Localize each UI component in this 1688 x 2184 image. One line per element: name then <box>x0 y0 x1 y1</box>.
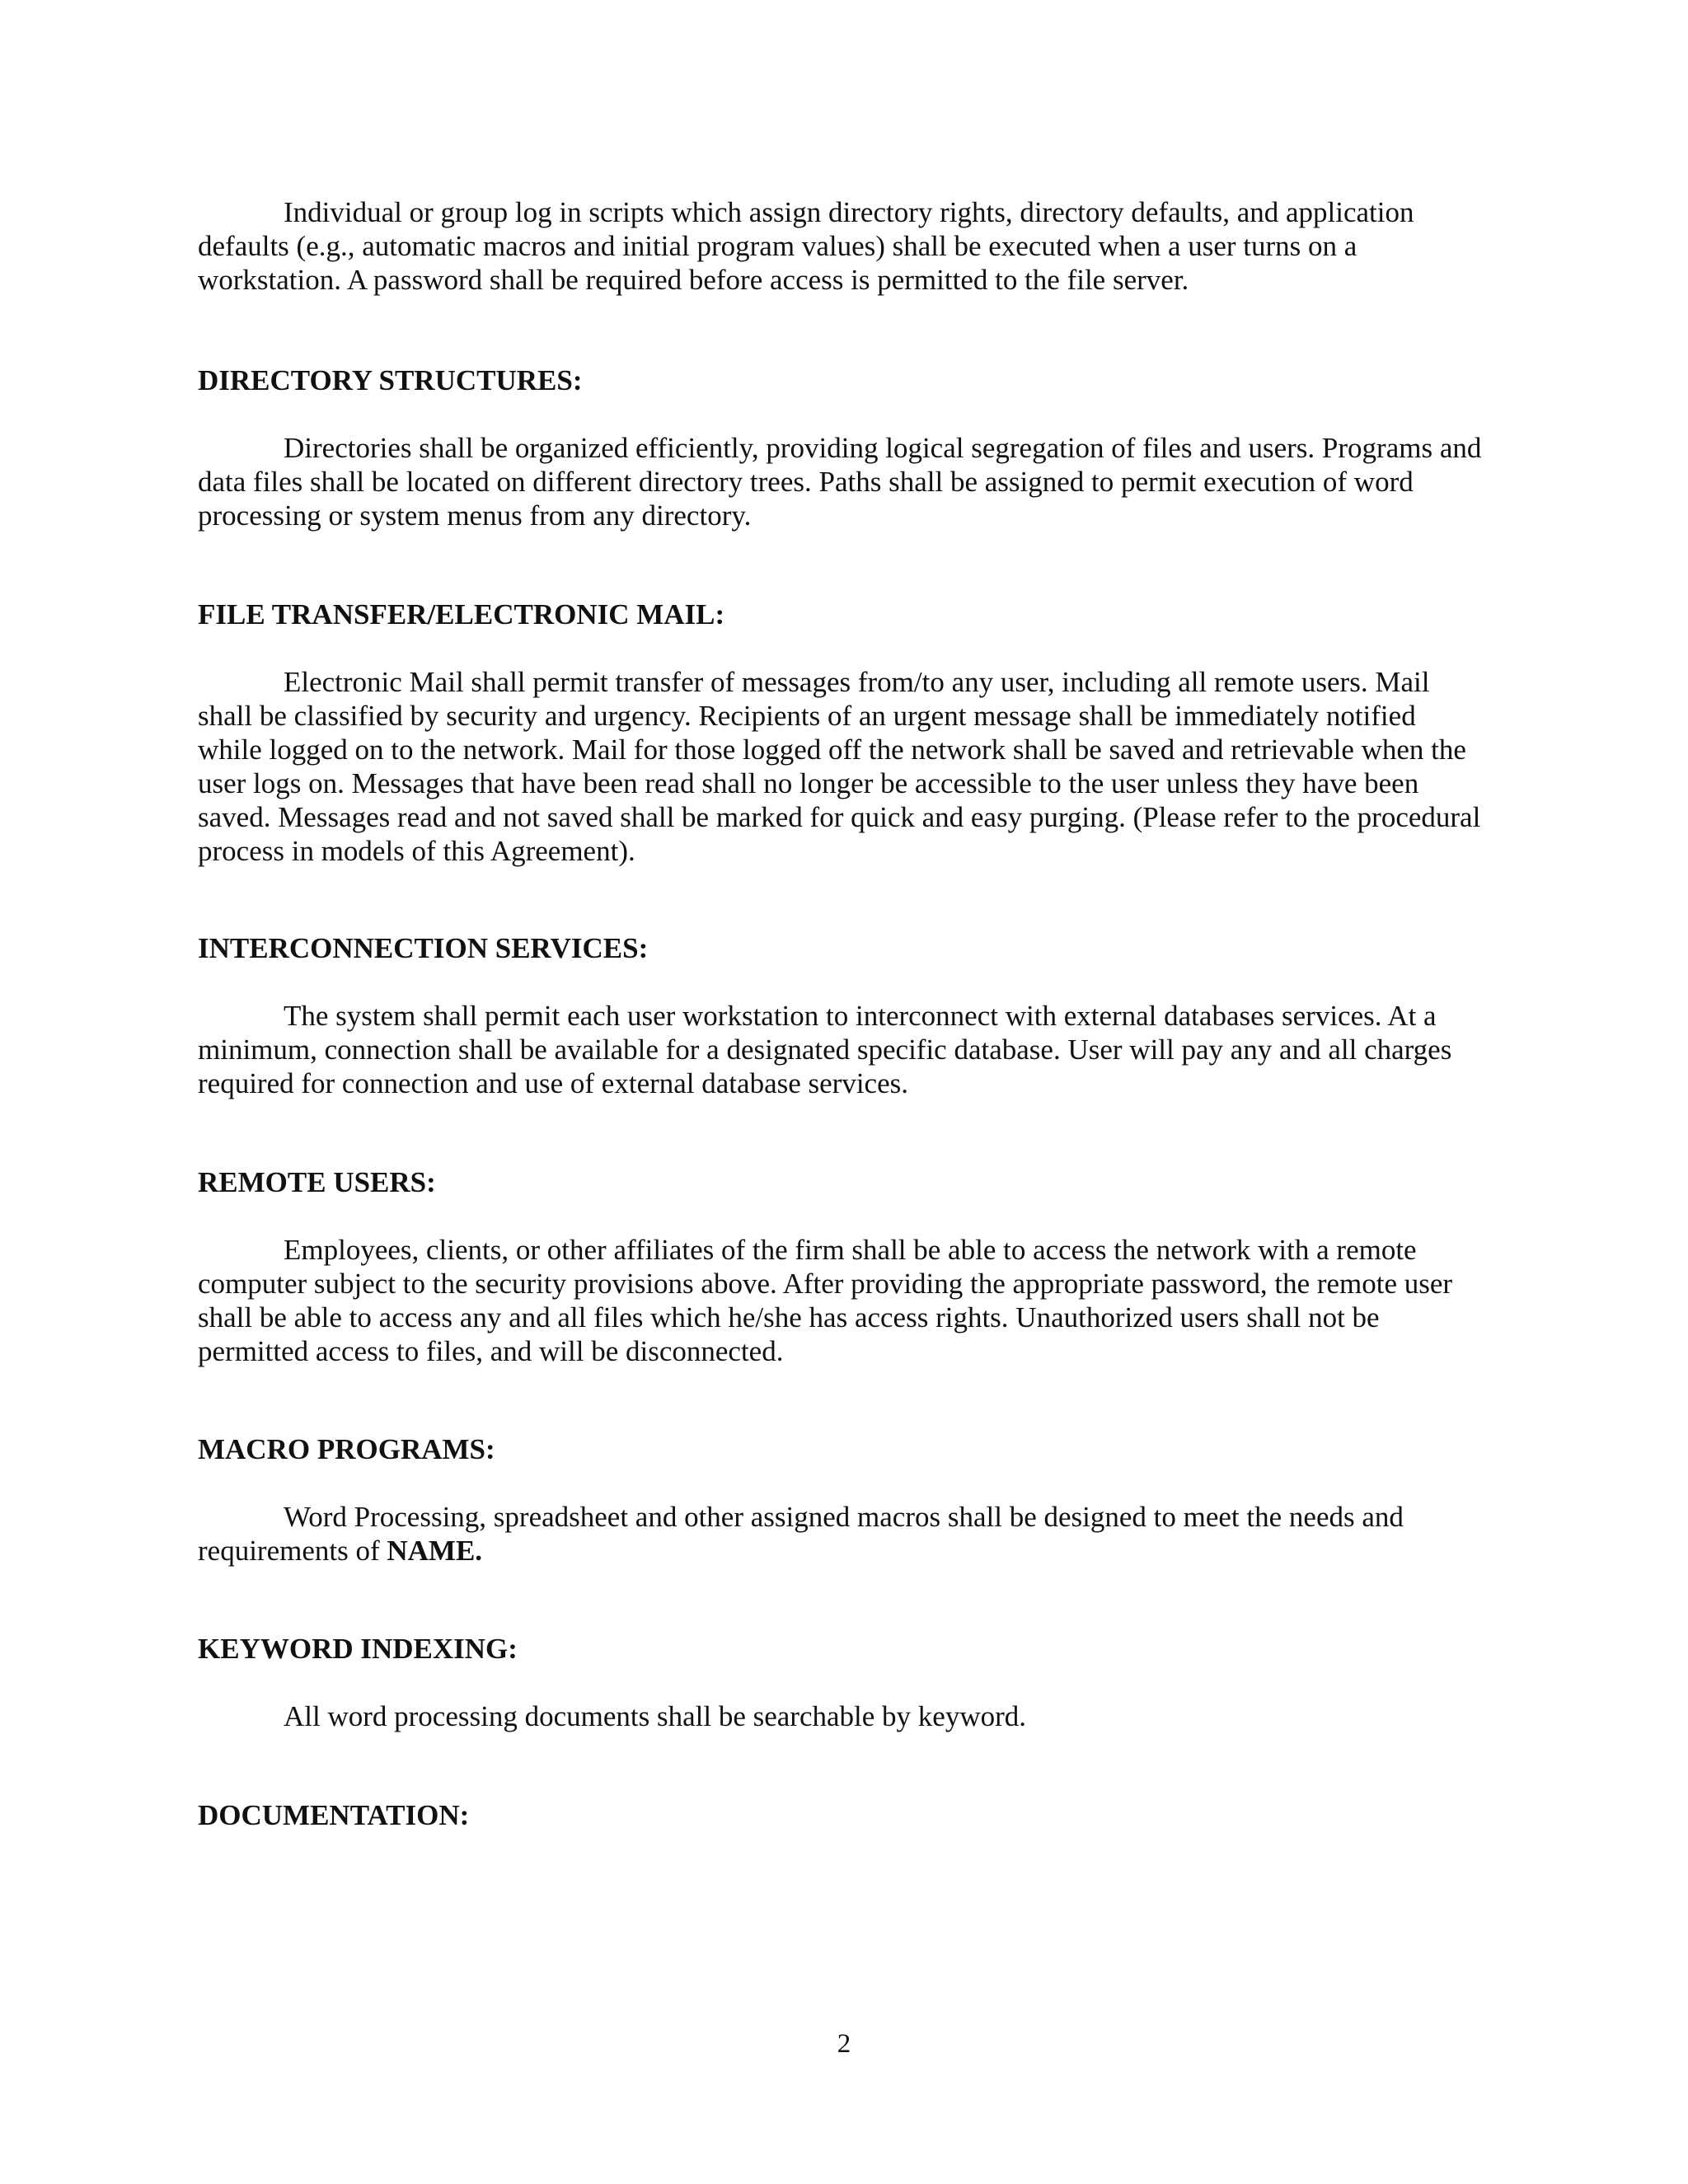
section-heading: DOCUMENTATION: <box>198 1799 470 1831</box>
section-paragraph: The system shall permit each user workstation to interconnect with external databases services. At a minimum, connection shall be available for a designated specific database. User will pay any and all charges required for connection and use of external database services. <box>198 1000 1452 1099</box>
section-paragraph: Directories shall be organized efficiently, providing logical segregation of files and users. Programs and data files shall be located on different directory trees. Paths shall be assigned to permit execution of word processing or system menus from any directory. <box>198 432 1482 532</box>
section-heading: DIRECTORY STRUCTURES: <box>198 364 583 396</box>
section-heading: REMOTE USERS: <box>198 1166 436 1198</box>
section-interconnection-services-body <box>198 999 1484 1100</box>
section-macro-programs <box>198 1432 1484 1466</box>
section-file-transfer <box>198 598 1484 631</box>
section-directory-structures <box>198 363 1484 397</box>
section-paragraph: All word processing documents shall be searchable by keyword. <box>284 1700 1027 1732</box>
intro-section <box>198 195 1484 297</box>
section-documentation <box>198 1798 1484 1832</box>
section-keyword-indexing-body <box>198 1699 1484 1733</box>
section-paragraph: Electronic Mail shall permit transfer of messages from/to any user, including all remote users. Mail shall be classified by security and urgency. Recipients of an urgent message shall be immediately notified while logged on to the network. Mail for those logged off the network shall be saved and retrievable when the user logs on. Messages that have been read shall no longer be accessible to the user unless they have been saved. Messages read and not saved shall be marked for quick and easy purging. (Please refer to the procedural process in models of this Agreement). <box>198 666 1481 867</box>
page-number: 2 <box>837 2029 851 2059</box>
macro-paragraph-text: Word Processing, spreadsheet and other assigned macros shall be designed to meet the needs and requirements of <box>198 1501 1404 1567</box>
section-remote-users <box>198 1165 1484 1199</box>
section-paragraph: Employees, clients, or other affiliates of the firm shall be able to access the network with a remote computer subject to the security provisions above. After providing the appropriate password, the remote user shall be able to access any and all files which he/she has access rights. Unauthorized users shall not be permitted access to files, and will be disconnected. <box>198 1234 1453 1367</box>
section-paragraph <box>198 1500 1484 1568</box>
name-placeholder: NAME. <box>387 1535 483 1567</box>
section-heading: MACRO PROGRAMS: <box>198 1433 495 1465</box>
section-remote-users-body <box>198 1233 1484 1368</box>
section-keyword-indexing <box>198 1632 1484 1666</box>
section-heading: FILE TRANSFER/ELECTRONIC MAIL: <box>198 598 725 630</box>
section-file-transfer-body <box>198 665 1484 868</box>
section-macro-programs-body <box>198 1500 1484 1568</box>
section-heading: INTERCONNECTION SERVICES: <box>198 932 649 964</box>
section-heading: KEYWORD INDEXING: <box>198 1633 518 1665</box>
intro-paragraph: Individual or group log in scripts which assign directory rights, directory defaults, and application defaults (e.g., automatic macros and initial program values) shall be executed when a user turns on a workstation. A password shall be required before access is permitted to the file server. <box>198 196 1414 296</box>
section-interconnection-services <box>198 931 1484 965</box>
section-directory-structures-body <box>198 431 1484 532</box>
